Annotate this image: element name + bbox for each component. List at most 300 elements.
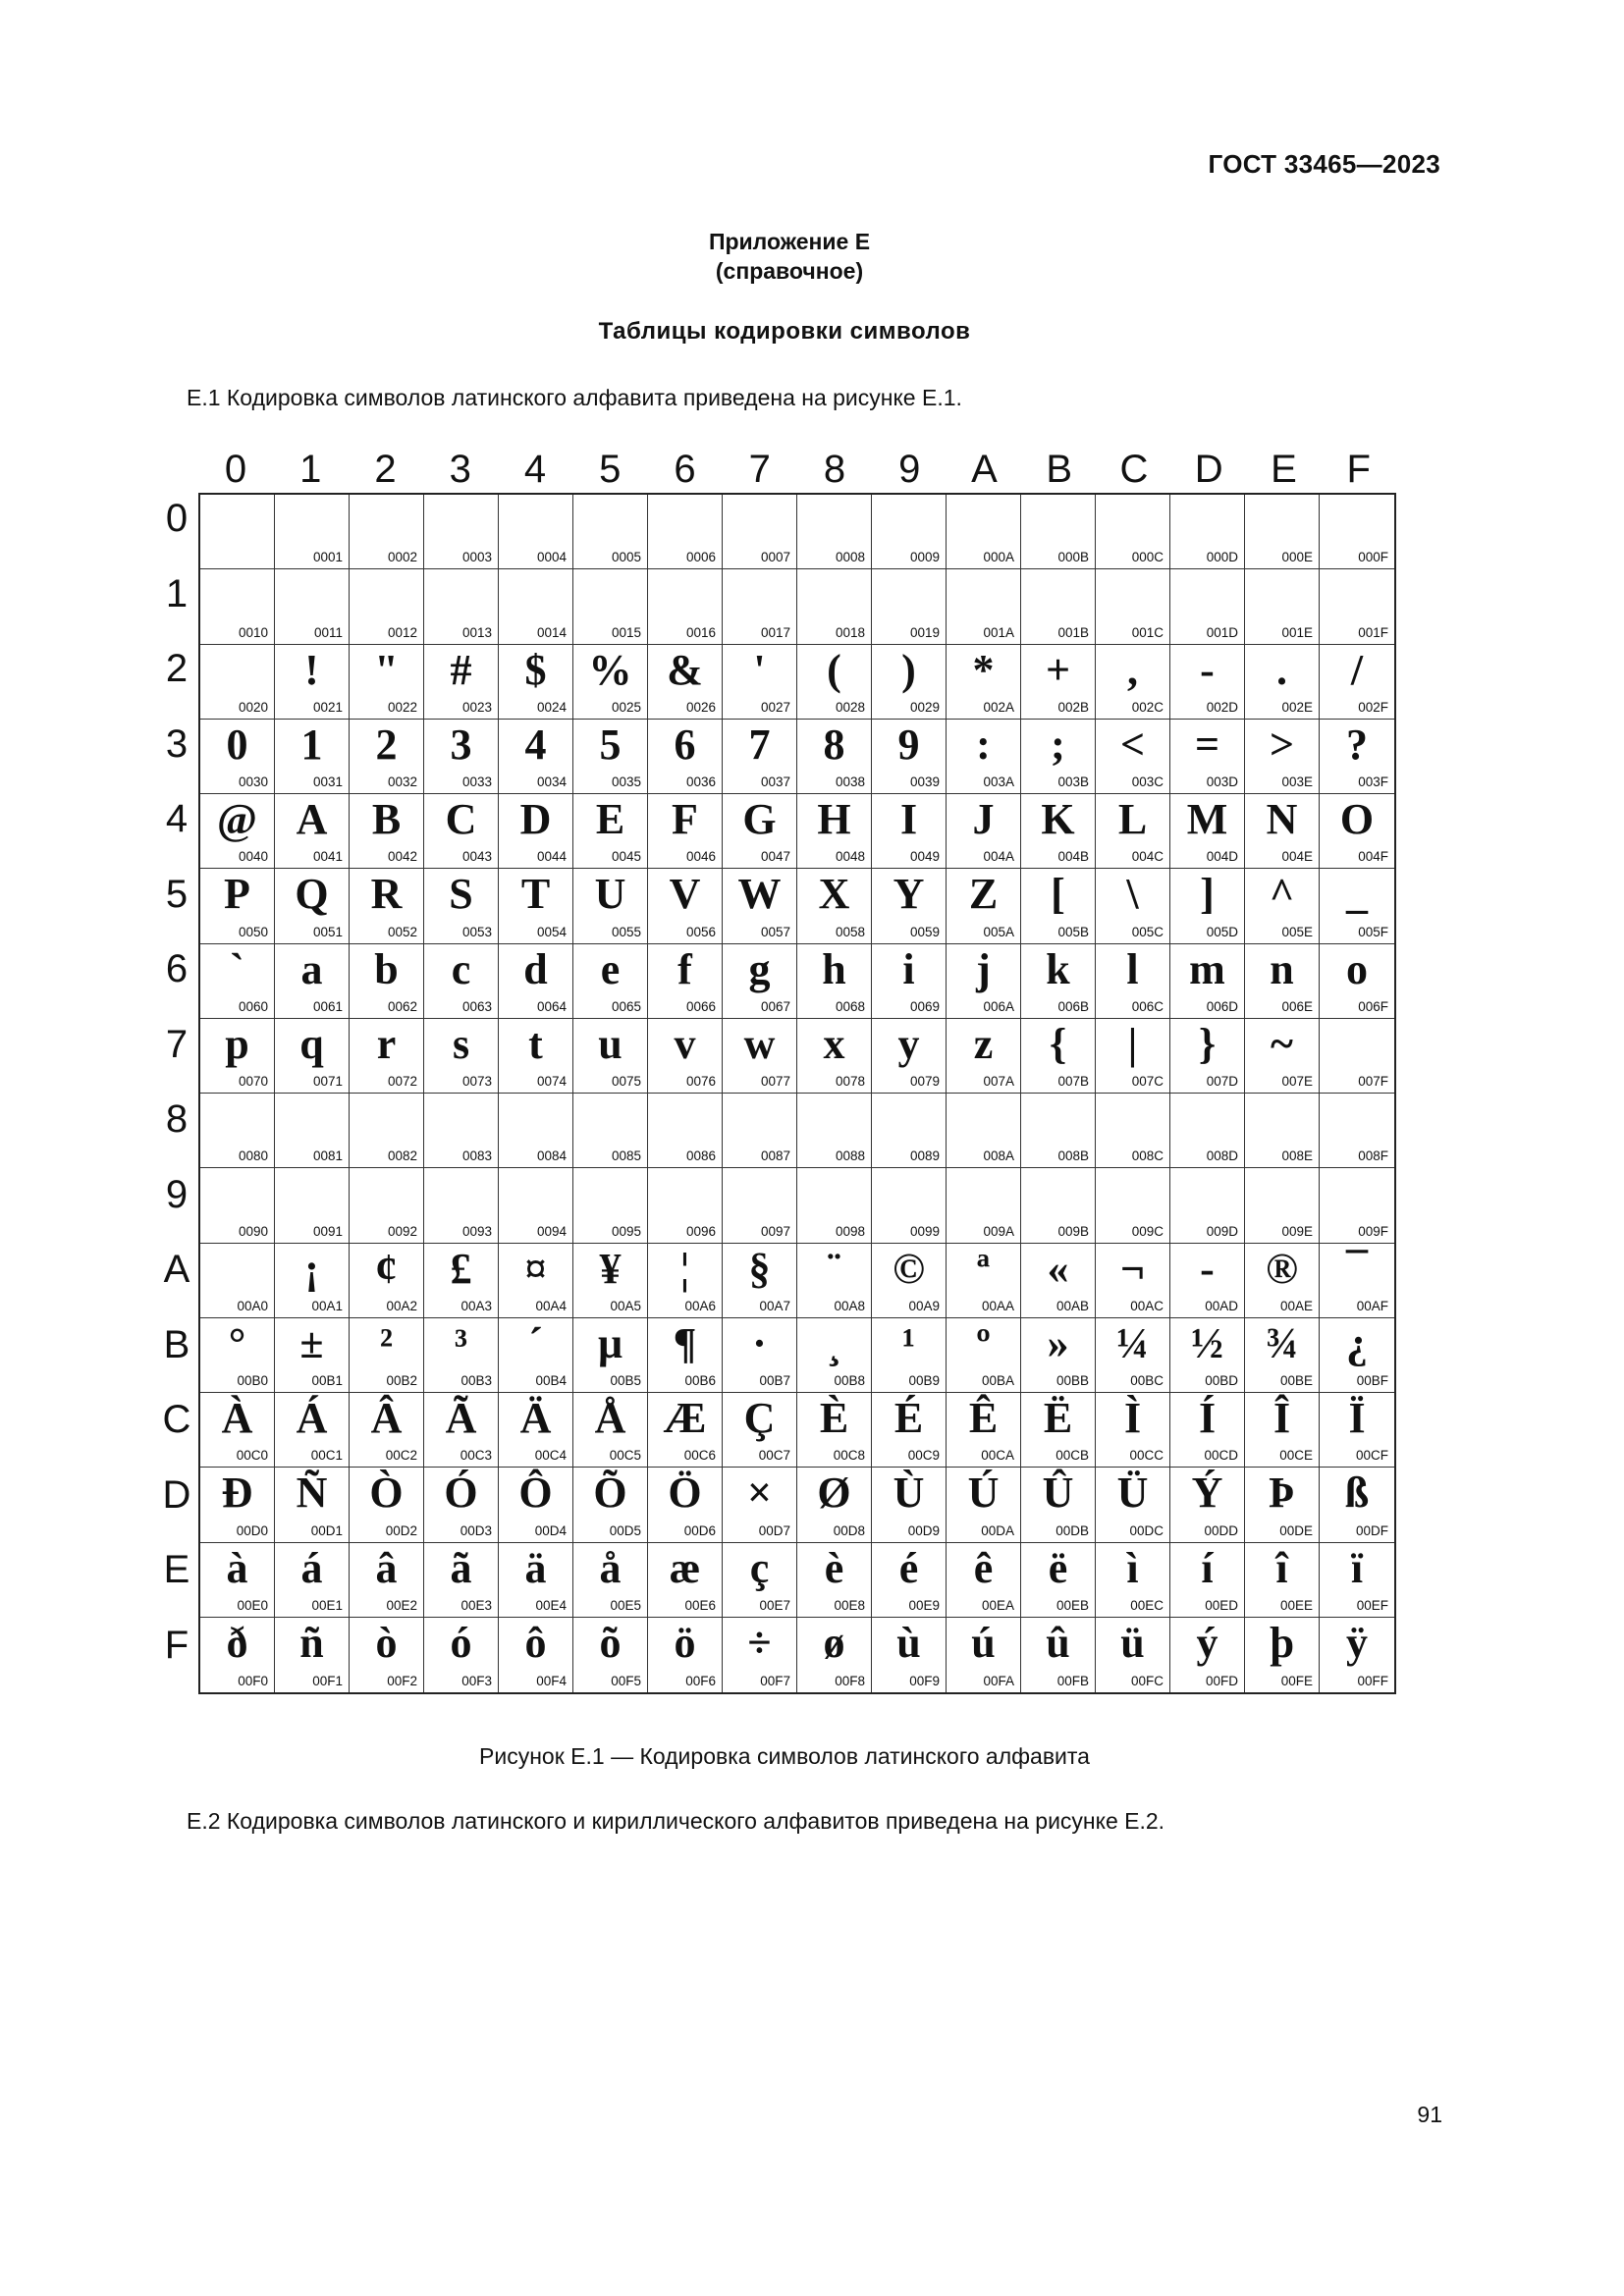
cell-code: 00E9 [908,1597,940,1613]
cell-code: 00AB [1056,1298,1089,1313]
cell-glyph: ñ [299,1618,324,1667]
paragraph-e1: Е.1 Кодировка символов латинского алфавита приведена на рисунке Е.1. [187,385,962,410]
cell-glyph: y [897,1019,920,1068]
cell-code: 0036 [685,774,716,789]
cell-glyph: * [972,645,995,694]
cell-code: 0028 [835,699,865,715]
cell-glyph: È [819,1394,849,1442]
table-cell [797,720,872,794]
cell-code: 002C [1131,699,1164,715]
cell-code: 008C [1131,1148,1164,1164]
table-cell [424,1393,499,1468]
cell-code: 0098 [835,1223,865,1239]
cell-code: 001F [1358,624,1388,640]
cell-code: 0044 [536,849,567,865]
table-cell [275,1393,350,1468]
cell-glyph: ¥ [599,1244,622,1293]
table-cell [648,1468,723,1542]
table-cell [872,1318,947,1393]
cell-code: 00FE [1280,1674,1313,1688]
table-cell [1320,569,1394,644]
cell-code: 0026 [685,699,716,715]
table-cell [872,944,947,1019]
cell-glyph: R [370,870,403,919]
cell-code: 00DE [1279,1522,1313,1538]
cell-glyph: 1 [300,720,323,769]
table-cell [275,1618,350,1692]
table-cell [1245,645,1320,720]
table-cell [1320,720,1394,794]
cell-glyph: ì [1126,1543,1139,1592]
table-cell [1096,720,1170,794]
table-cell [350,495,424,569]
table-cell [1170,869,1245,943]
cell-glyph: ò [375,1618,398,1667]
cell-glyph: × [746,1468,773,1518]
cell-code: 00F2 [387,1674,417,1688]
table-cell [947,1094,1021,1168]
column-header: 0 [224,448,247,491]
table-cell [499,1019,573,1094]
cell-glyph: î [1275,1543,1288,1592]
table-cell [723,720,797,794]
cell-code: 0064 [536,998,567,1014]
cell-code: 0020 [238,699,268,715]
cell-glyph: Ð [221,1468,253,1518]
cell-code: 0072 [387,1074,417,1089]
table-cell [1170,1019,1245,1094]
table-cell [350,645,424,720]
cell-code: 00EB [1056,1597,1089,1613]
table-cell [200,1468,275,1542]
table-cell [1245,869,1320,943]
table-cell [1096,1168,1170,1243]
cell-code: 0054 [536,924,567,939]
table-cell [723,569,797,644]
cell-glyph: ø [823,1618,845,1667]
cell-glyph: Õ [593,1468,627,1518]
cell-code: 0086 [685,1148,716,1164]
cell-code: 0073 [461,1074,492,1089]
cell-code: 0034 [536,774,567,789]
table-cell [947,869,1021,943]
cell-code: 00F0 [238,1674,268,1688]
table-cell [797,1468,872,1542]
cell-code: 0007 [760,550,790,565]
cell-code: 00F6 [685,1674,716,1688]
row-header: 1 [165,571,189,615]
cell-code: 0016 [685,624,716,640]
cell-glyph: F [672,795,698,843]
cell-code: 00F3 [461,1674,492,1688]
cell-code: 008D [1206,1148,1238,1164]
table-cell [499,1094,573,1168]
table-cell [797,1393,872,1468]
table-cell [1245,569,1320,644]
cell-code: 003B [1057,774,1089,789]
cell-code: 0056 [685,924,716,939]
cell-code: 005F [1358,924,1388,939]
cell-code: 0022 [387,699,417,715]
cell-code: 007D [1206,1074,1238,1089]
cell-glyph: b [374,944,399,993]
cell-code: 005E [1281,924,1313,939]
table-cell [1021,1318,1096,1393]
cell-code: 00AE [1279,1298,1313,1313]
table-cell [947,495,1021,569]
table-cell [424,1168,499,1243]
table-cell [1096,1618,1170,1692]
cell-glyph: ÿ [1346,1618,1368,1667]
cell-glyph: µ [597,1318,623,1367]
table-cell [1021,1019,1096,1094]
table-cell [499,1618,573,1692]
table-cell [275,1244,350,1318]
cell-glyph: E [595,795,625,843]
cell-glyph: ] [1200,870,1215,919]
cell-code: 0069 [909,998,940,1014]
cell-code: 004B [1057,849,1089,865]
cell-code: 0013 [461,624,492,640]
cell-code: 00C4 [534,1448,567,1464]
cell-code: 00A0 [237,1298,268,1313]
table-cell [1245,1318,1320,1393]
row-header: 8 [165,1097,189,1141]
table-cell [1021,720,1096,794]
table-cell [947,1393,1021,1468]
table-cell [499,1393,573,1468]
table-cell [947,569,1021,644]
cell-glyph: } [1198,1019,1217,1068]
cell-glyph: Ò [369,1468,404,1518]
table-cell [424,1543,499,1618]
table-cell [200,794,275,869]
row-header: B [163,1322,190,1366]
cell-code: 0062 [387,998,417,1014]
cell-code: 0009 [909,550,940,565]
cell-glyph: X [818,870,850,919]
cell-code: 006A [983,998,1014,1014]
cell-glyph: e [600,944,621,993]
cell-code: 00D3 [460,1522,492,1538]
cell-glyph: À [221,1394,253,1442]
cell-glyph: º [976,1318,991,1367]
table-cell [872,794,947,869]
cell-code: 00CE [1279,1448,1313,1464]
row-header: D [162,1472,191,1517]
table-cell [648,1618,723,1692]
cell-glyph: É [893,1394,924,1442]
cell-glyph: Î [1272,1394,1291,1442]
table-cell [350,1019,424,1094]
cell-glyph: à [226,1543,248,1592]
cell-code: 009C [1131,1223,1164,1239]
table-cell [797,1618,872,1692]
table-cell [1245,1168,1320,1243]
cell-code: 00B0 [237,1373,268,1388]
cell-code: 0066 [685,998,716,1014]
table-cell [573,1468,648,1542]
table-cell [1320,1393,1394,1468]
table-cell [1021,1094,1096,1168]
cell-code: 0068 [835,998,865,1014]
cell-glyph: Ì [1123,1394,1142,1442]
table-cell [350,1318,424,1393]
cell-code: 00C1 [310,1448,343,1464]
cell-glyph: ¯ [1346,1244,1368,1293]
cell-code: 0040 [238,849,268,865]
section-title: Таблицы кодировки символов [598,318,971,345]
cell-code: 0093 [461,1223,492,1239]
table-cell [1245,1393,1320,1468]
table-cell [350,1618,424,1692]
cell-glyph: â [375,1543,398,1592]
cell-glyph: T [520,870,551,919]
cell-code: 00D6 [683,1522,716,1538]
cell-code: 004E [1281,849,1313,865]
table-cell [723,1618,797,1692]
table-cell [350,1393,424,1468]
cell-code: 00DD [1204,1522,1238,1538]
table-cell [648,1094,723,1168]
row-header: F [164,1623,189,1667]
encoding-table [198,493,1396,1694]
cell-code: 00A3 [460,1298,492,1313]
table-cell [1170,1094,1245,1168]
cell-glyph: 4 [524,720,547,769]
column-header: 9 [898,448,921,491]
table-cell [1170,1393,1245,1468]
cell-glyph: M [1186,795,1228,843]
column-header: B [1046,448,1073,491]
cell-code: 00EA [981,1597,1014,1613]
table-cell [872,1168,947,1243]
row-header: A [163,1248,190,1291]
cell-code: 001D [1206,624,1238,640]
table-cell [872,1543,947,1618]
cell-glyph: / [1350,645,1364,694]
cell-glyph: ã [450,1543,472,1592]
cell-glyph: > [1269,720,1295,769]
cell-glyph: 2 [375,720,398,769]
table-cell [723,794,797,869]
cell-code: 0067 [760,998,790,1014]
cell-glyph: õ [599,1618,622,1667]
cell-code: 006D [1206,998,1238,1014]
table-cell [1021,1168,1096,1243]
cell-code: 00A8 [834,1298,865,1313]
table-cell [350,569,424,644]
cell-code: 00C5 [609,1448,641,1464]
cell-glyph: Þ [1269,1468,1295,1518]
cell-glyph: ð [226,1618,248,1667]
cell-glyph: j [976,944,991,993]
cell-code: 00E5 [610,1597,641,1613]
cell-code: 0096 [685,1223,716,1239]
cell-glyph: C [445,795,477,843]
cell-code: 0092 [387,1223,417,1239]
cell-code: 00B1 [311,1373,343,1388]
cell-code: 0070 [238,1074,268,1089]
table-cell [424,944,499,1019]
column-header: 8 [823,448,846,491]
cell-glyph: Ñ [296,1468,328,1518]
cell-glyph: ± [299,1318,324,1367]
table-cell [1170,495,1245,569]
cell-glyph: 3 [450,720,472,769]
cell-glyph: Ó [444,1468,478,1518]
cell-code: 00C0 [236,1448,268,1464]
table-cell [573,1094,648,1168]
table-cell [723,1468,797,1542]
cell-code: 004C [1131,849,1164,865]
table-cell [275,869,350,943]
table-cell [1245,794,1320,869]
table-cell [275,1168,350,1243]
cell-glyph: K [1041,795,1075,843]
cell-code: 002B [1057,699,1089,715]
cell-glyph: Û [1042,1468,1074,1518]
cell-code: 0024 [536,699,567,715]
cell-glyph: Ü [1116,1468,1149,1518]
row-header: 5 [165,872,189,916]
table-cell [947,1244,1021,1318]
table-cell [200,1094,275,1168]
table-cell [1021,1393,1096,1468]
table-cell [1320,944,1394,1019]
table-cell [648,720,723,794]
cell-code: 009B [1057,1223,1089,1239]
cell-glyph: Z [968,870,999,919]
cell-code: 00BD [1205,1373,1238,1388]
cell-glyph: - [1200,1244,1215,1293]
column-header: 7 [748,448,771,491]
cell-code: 0049 [909,849,940,865]
cell-code: 00F1 [312,1674,343,1688]
cell-glyph: · [752,1318,767,1367]
table-cell [1320,495,1394,569]
table-cell [872,1244,947,1318]
cell-code: 00C8 [833,1448,865,1464]
cell-glyph: L [1117,795,1148,843]
cell-glyph: £ [450,1244,472,1293]
column-header: 2 [374,448,397,491]
cell-glyph: ´ [528,1318,543,1367]
table-cell [1021,1618,1096,1692]
cell-glyph: t [528,1019,543,1068]
table-cell [723,1168,797,1243]
cell-code: 0075 [611,1074,641,1089]
cell-glyph: ² [379,1318,394,1367]
table-cell [797,869,872,943]
table-cell [573,1618,648,1692]
cell-glyph: è [824,1543,844,1592]
cell-code: 00DB [1056,1522,1089,1538]
cell-glyph: + [1045,645,1071,694]
table-cell [1170,1468,1245,1542]
cell-glyph: H [817,795,851,843]
cell-code: 0002 [387,550,417,565]
table-cell [1096,1244,1170,1318]
cell-glyph: D [519,795,552,843]
cell-glyph: á [300,1543,323,1592]
table-cell [648,1543,723,1618]
cell-glyph: B [371,795,402,843]
cell-code: 00B6 [684,1373,716,1388]
table-cell [1021,495,1096,569]
cell-code: 003E [1281,774,1313,789]
table-cell [648,569,723,644]
cell-code: 003A [983,774,1014,789]
table-cell [275,794,350,869]
cell-glyph: U [594,870,626,919]
cell-code: 00AC [1130,1298,1164,1313]
table-cell [947,944,1021,1019]
table-cell [947,1019,1021,1094]
cell-glyph: Ù [893,1468,925,1518]
cell-code: 00FB [1056,1674,1089,1688]
cell-code: 00BA [981,1373,1014,1388]
cell-code: 0023 [461,699,492,715]
table-cell [1021,1468,1096,1542]
table-cell [723,1393,797,1468]
cell-glyph: ü [1120,1618,1145,1667]
table-cell [499,869,573,943]
table-cell [424,1468,499,1542]
cell-glyph: ³ [454,1318,468,1367]
table-cell [1170,720,1245,794]
cell-glyph: V [669,870,701,919]
table-cell [1096,1094,1170,1168]
row-header: 3 [165,721,189,766]
table-cell [424,720,499,794]
cell-glyph: Ï [1348,1394,1366,1442]
table-cell [1021,869,1096,943]
cell-glyph: 6 [674,720,696,769]
cell-code: 0014 [536,624,567,640]
cell-code: 00DA [981,1522,1014,1538]
table-cell [573,1244,648,1318]
cell-code: 0088 [835,1148,865,1164]
cell-glyph: c [451,944,471,993]
cell-glyph: ° [228,1318,246,1367]
cell-glyph: ô [524,1618,547,1667]
table-cell [573,1019,648,1094]
appendix-title: Приложение Е [708,229,871,254]
table-cell [350,1168,424,1243]
cell-code: 0099 [909,1223,940,1239]
table-cell [648,1244,723,1318]
cell-glyph: 7 [748,720,771,769]
cell-glyph: ! [304,645,319,694]
cell-glyph: Ç [743,1394,776,1442]
table-cell [1320,794,1394,869]
cell-glyph: A [296,795,328,843]
cell-code: 0038 [835,774,865,789]
cell-glyph: § [748,1244,771,1293]
cell-glyph: u [598,1019,623,1068]
table-cell [947,1543,1021,1618]
table-cell [275,1019,350,1094]
cell-glyph: þ [1270,1618,1294,1667]
cell-code: 000C [1131,550,1164,565]
cell-glyph: ä [524,1543,547,1592]
cell-glyph: I [899,795,918,843]
cell-code: 0059 [909,924,940,939]
cell-code: 00F7 [760,1674,790,1688]
cell-code: 00B3 [460,1373,492,1388]
cell-glyph: Ä [519,1394,552,1442]
